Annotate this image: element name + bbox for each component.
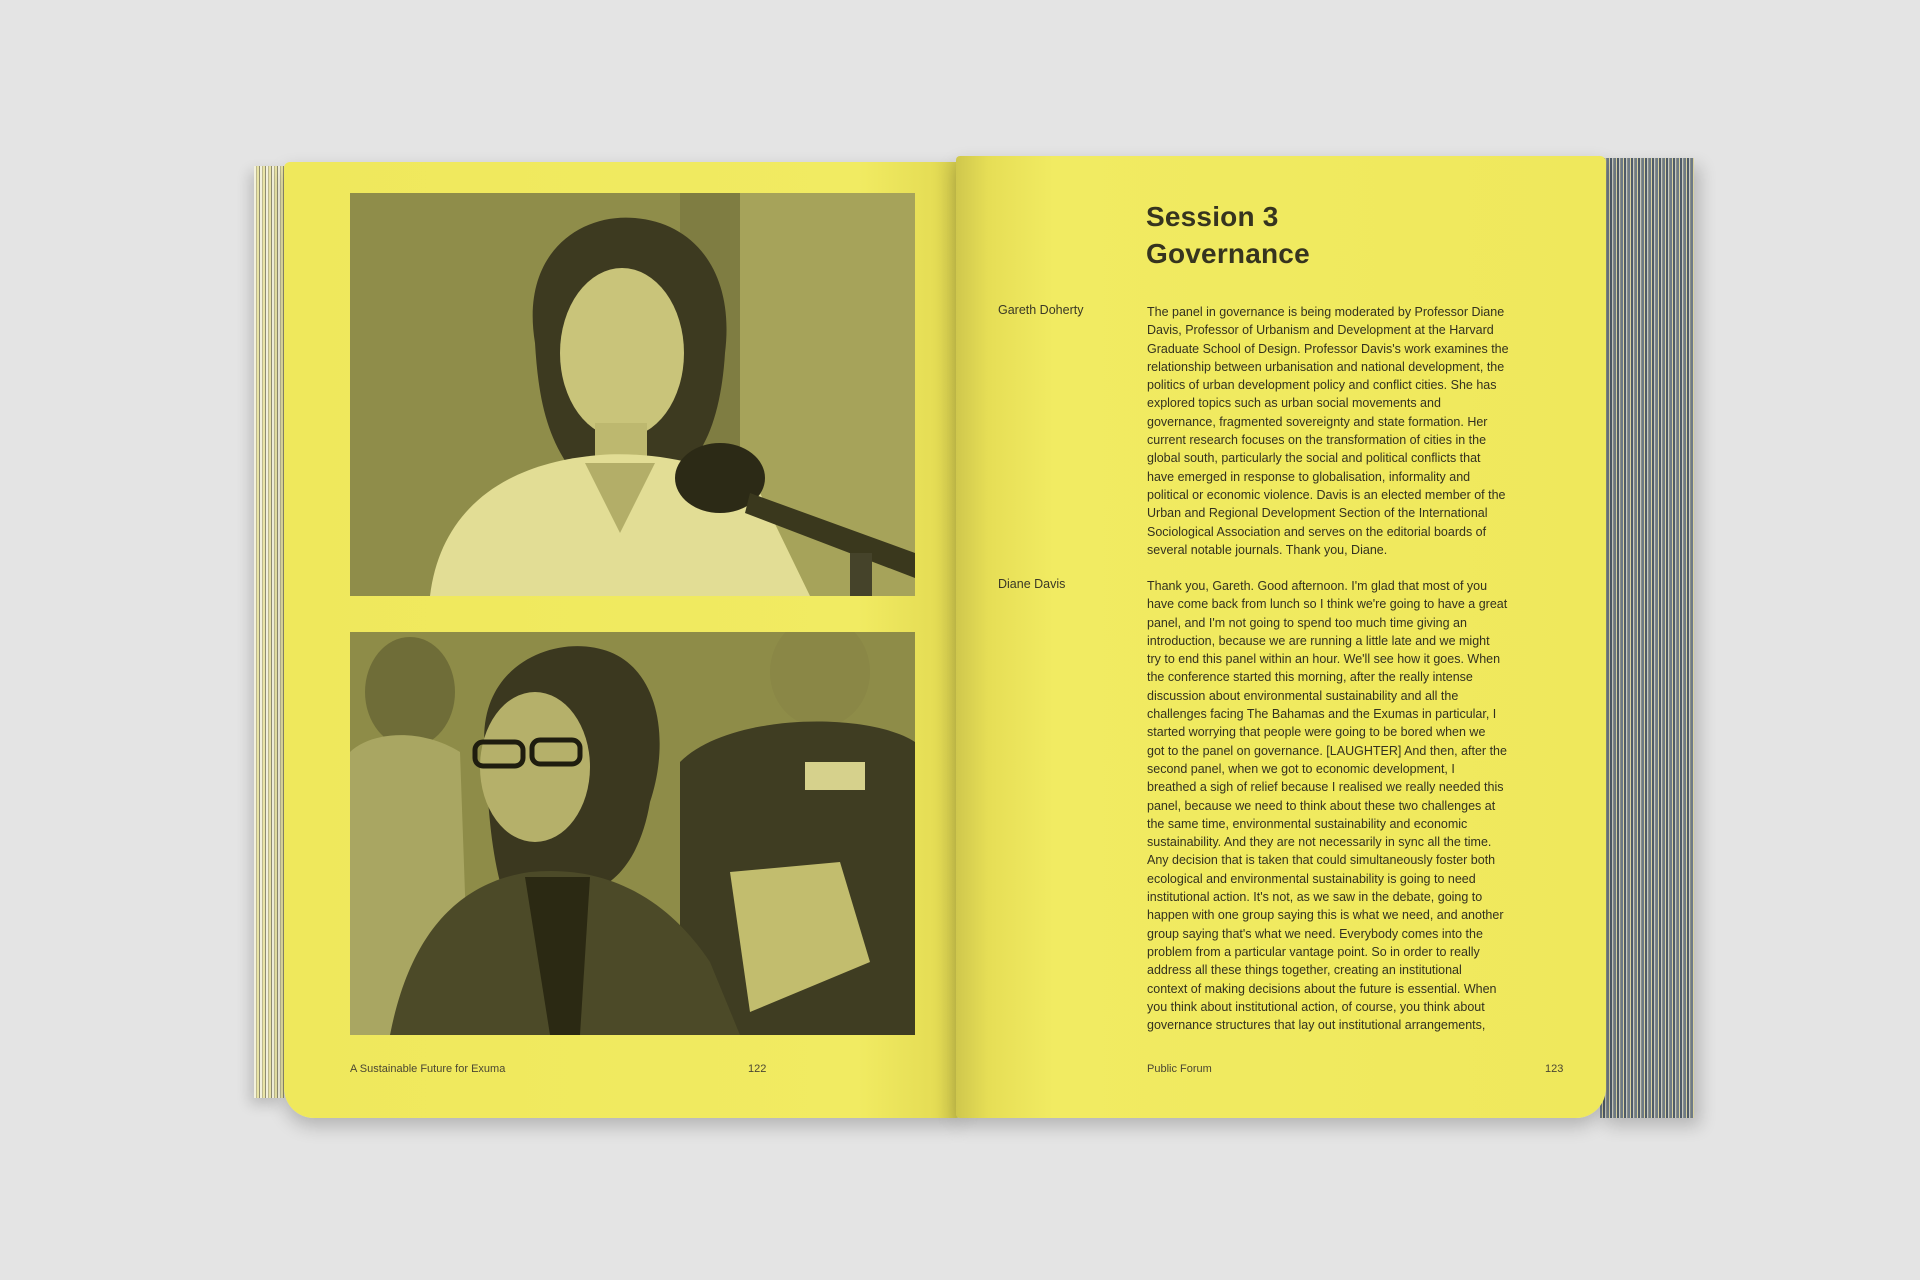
- text-line: challenges facing The Bahamas and the Exumas in particular, I: [1147, 707, 1497, 722]
- text-line: several notable journals. Thank you, Diane.: [1147, 542, 1388, 557]
- text-line: Urban and Regional Development Section of the International: [1147, 506, 1488, 521]
- text-line: group saying that's what we need. Everybody comes into the: [1147, 926, 1483, 941]
- text-line: address all these things together, creating an institutional: [1147, 963, 1462, 978]
- text-line: institutional action. It's not, as we saw in the debate, going to: [1147, 890, 1483, 905]
- text-line: introduction, because we are running a little late and we might: [1147, 633, 1490, 648]
- text-line: second panel, when we got to economic development, I: [1147, 761, 1455, 776]
- text-line: try to end this panel within an hour. We'll see how it goes. When: [1147, 652, 1501, 667]
- text-line: you think about institutional action, of course, you think about: [1147, 999, 1485, 1014]
- session-title-line-1: Session 3: [1146, 201, 1279, 232]
- speaker-paragraph: [1147, 303, 1572, 559]
- text-line: panel, because we need to think about these two challenges at: [1147, 798, 1496, 813]
- photo-image: [350, 193, 915, 596]
- text-line: explored topics such as urban social movements and: [1147, 396, 1441, 411]
- right-page-edges: [1600, 158, 1694, 1118]
- text-line: Davis, Professor of Urbanism and Development at the Harvard: [1147, 323, 1494, 338]
- text-line: context of making decisions about the future is essential. When: [1147, 981, 1497, 996]
- text-line: politics of urban development policy and conflict cities. She has: [1147, 378, 1497, 393]
- session-title-line-2: Governance: [1146, 238, 1310, 269]
- speaker-name: Diane Davis: [998, 577, 1066, 591]
- left-page-number: 122: [748, 1063, 767, 1075]
- text-line: political or economic violence. Davis is an elected member of the: [1147, 487, 1506, 502]
- text-line: problem from a particular vantage point. So in order to really: [1147, 944, 1480, 959]
- text-line: have emerged in response to globalisation, informality and: [1147, 469, 1471, 484]
- woman-at-microphone-photo: [350, 193, 915, 596]
- left-page-edges: [254, 166, 284, 1098]
- speaker-name: Gareth Doherty: [998, 303, 1084, 317]
- text-line: relationship between urbanisation and national development, the: [1147, 359, 1505, 374]
- session-title: [1146, 198, 1310, 272]
- text-line: got to the panel on governance. [LAUGHTER] And then, after the: [1147, 743, 1507, 758]
- right-footer-title: Public Forum: [1147, 1063, 1212, 1075]
- text-line: breathed a sigh of relief because I realised we really needed this: [1147, 780, 1504, 795]
- photo-image: [350, 632, 915, 1035]
- text-line: Thank you, Gareth. Good afternoon. I'm glad that most of you: [1147, 579, 1488, 593]
- text-line: happen with one group saying this is what we need, and another: [1147, 908, 1504, 923]
- text-line: The panel in governance is being moderated by Professor Diane: [1147, 305, 1505, 319]
- text-line: Graduate School of Design. Professor Davis's work examines the: [1147, 341, 1509, 356]
- text-line: panel, and I'm not going to spend too much time giving an: [1147, 615, 1467, 630]
- text-line: governance structures that lay out institutional arrangements,: [1147, 1018, 1486, 1033]
- text-line: current research focuses on the transformation of cities in the: [1147, 433, 1487, 448]
- text-line: the conference started this morning, after the really intense: [1147, 670, 1473, 685]
- text-line: discussion about environmental sustainability and all the: [1147, 688, 1459, 703]
- text-line: Sociological Association and serves on the editorial boards of: [1147, 524, 1487, 539]
- text-line: ecological and environmental sustainability is going to need: [1147, 871, 1476, 886]
- text-line: started worrying that people were going to be bored when we: [1147, 725, 1486, 740]
- audience-woman-with-glasses-photo: [350, 632, 915, 1035]
- text-line: governance, fragmented sovereignty and state formation. Her: [1147, 414, 1488, 429]
- text-line: have come back from lunch so I think we're going to have a great: [1147, 597, 1508, 612]
- text-line: sustainability. And they are not necessarily in sync all the time.: [1147, 835, 1492, 850]
- left-footer-title: A Sustainable Future for Exuma: [350, 1063, 506, 1075]
- text-line: global south, particularly the social and political conflicts that: [1147, 451, 1481, 466]
- right-page-number: 123: [1545, 1063, 1564, 1075]
- text-line: the same time, environmental sustainability and economic: [1147, 816, 1468, 831]
- text-line: Any decision that is taken that could simultaneously foster both: [1147, 853, 1496, 868]
- speaker-paragraph: [1147, 577, 1572, 1034]
